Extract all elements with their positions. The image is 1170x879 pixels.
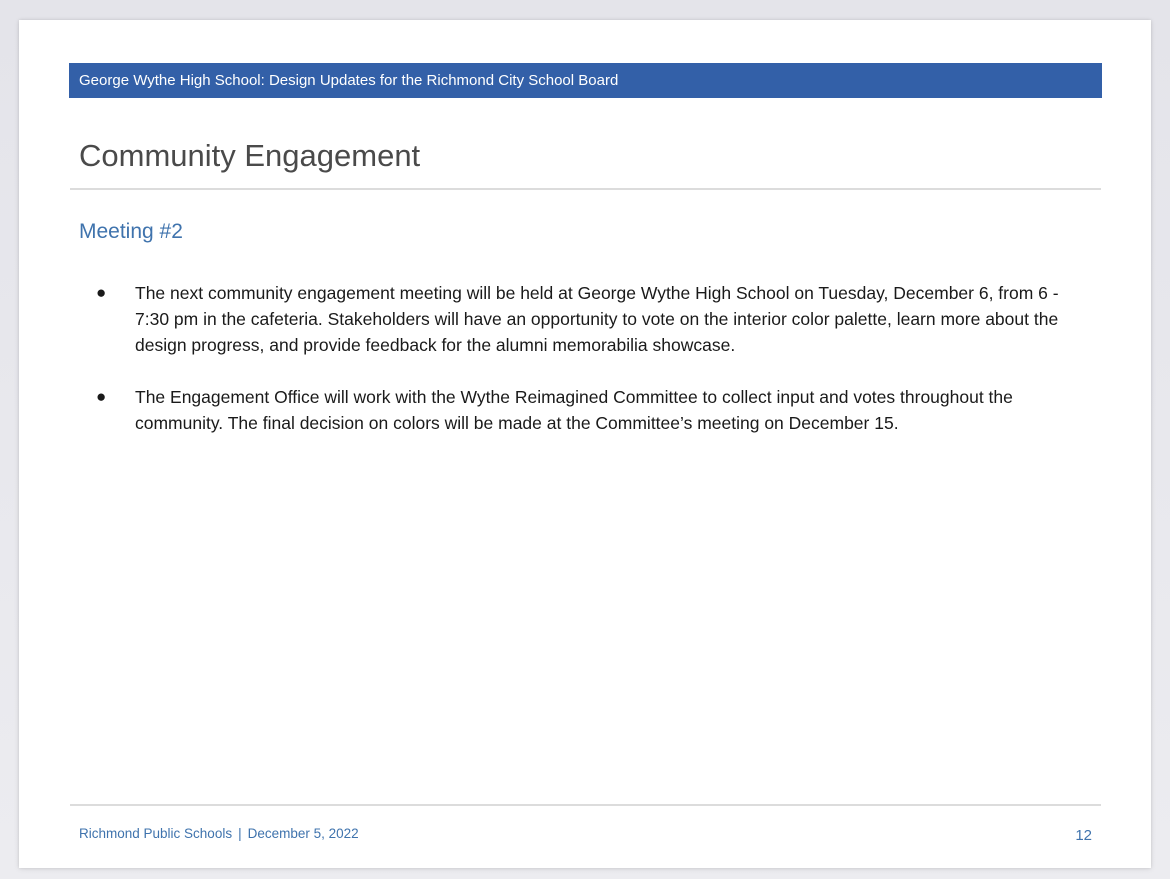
footer-divider bbox=[70, 804, 1101, 806]
bullet-item bbox=[94, 280, 1094, 358]
footer-organization: Richmond Public Schools bbox=[79, 826, 233, 841]
bullet-text: The Engagement Office will work with the Wythe Reimagined Committee to collect input and votes throughout the community. The final decision on colors will be made at the Committee’s meeting on December 15. bbox=[135, 387, 1013, 433]
section-subtitle: Meeting #2 bbox=[79, 220, 183, 243]
footer-separator: | bbox=[238, 826, 242, 841]
bullet-dot-icon: ● bbox=[96, 283, 107, 302]
footer-date: December 5, 2022 bbox=[247, 826, 359, 841]
bullet-dot-icon: ● bbox=[96, 387, 107, 406]
bullet-item bbox=[94, 384, 1094, 436]
footer-info bbox=[79, 826, 359, 841]
bullet-text: The next community engagement meeting will be held at George Wythe High School on Tuesday, December 6, from 6 - 7:30 pm in the cafeteria. Stakeholders will have an opportunity to vote on the interior color palette, learn more about the design progress, and provide feedback for the alumni memorabilia showcase. bbox=[135, 283, 1059, 355]
slide-page bbox=[19, 20, 1151, 868]
title-divider bbox=[70, 188, 1101, 190]
page-number: 12 bbox=[1075, 827, 1092, 844]
page-title: Community Engagement bbox=[79, 138, 421, 173]
header-banner: George Wythe High School: Design Updates for the Richmond City School Board bbox=[69, 63, 1102, 98]
bullet-list bbox=[94, 280, 1094, 462]
